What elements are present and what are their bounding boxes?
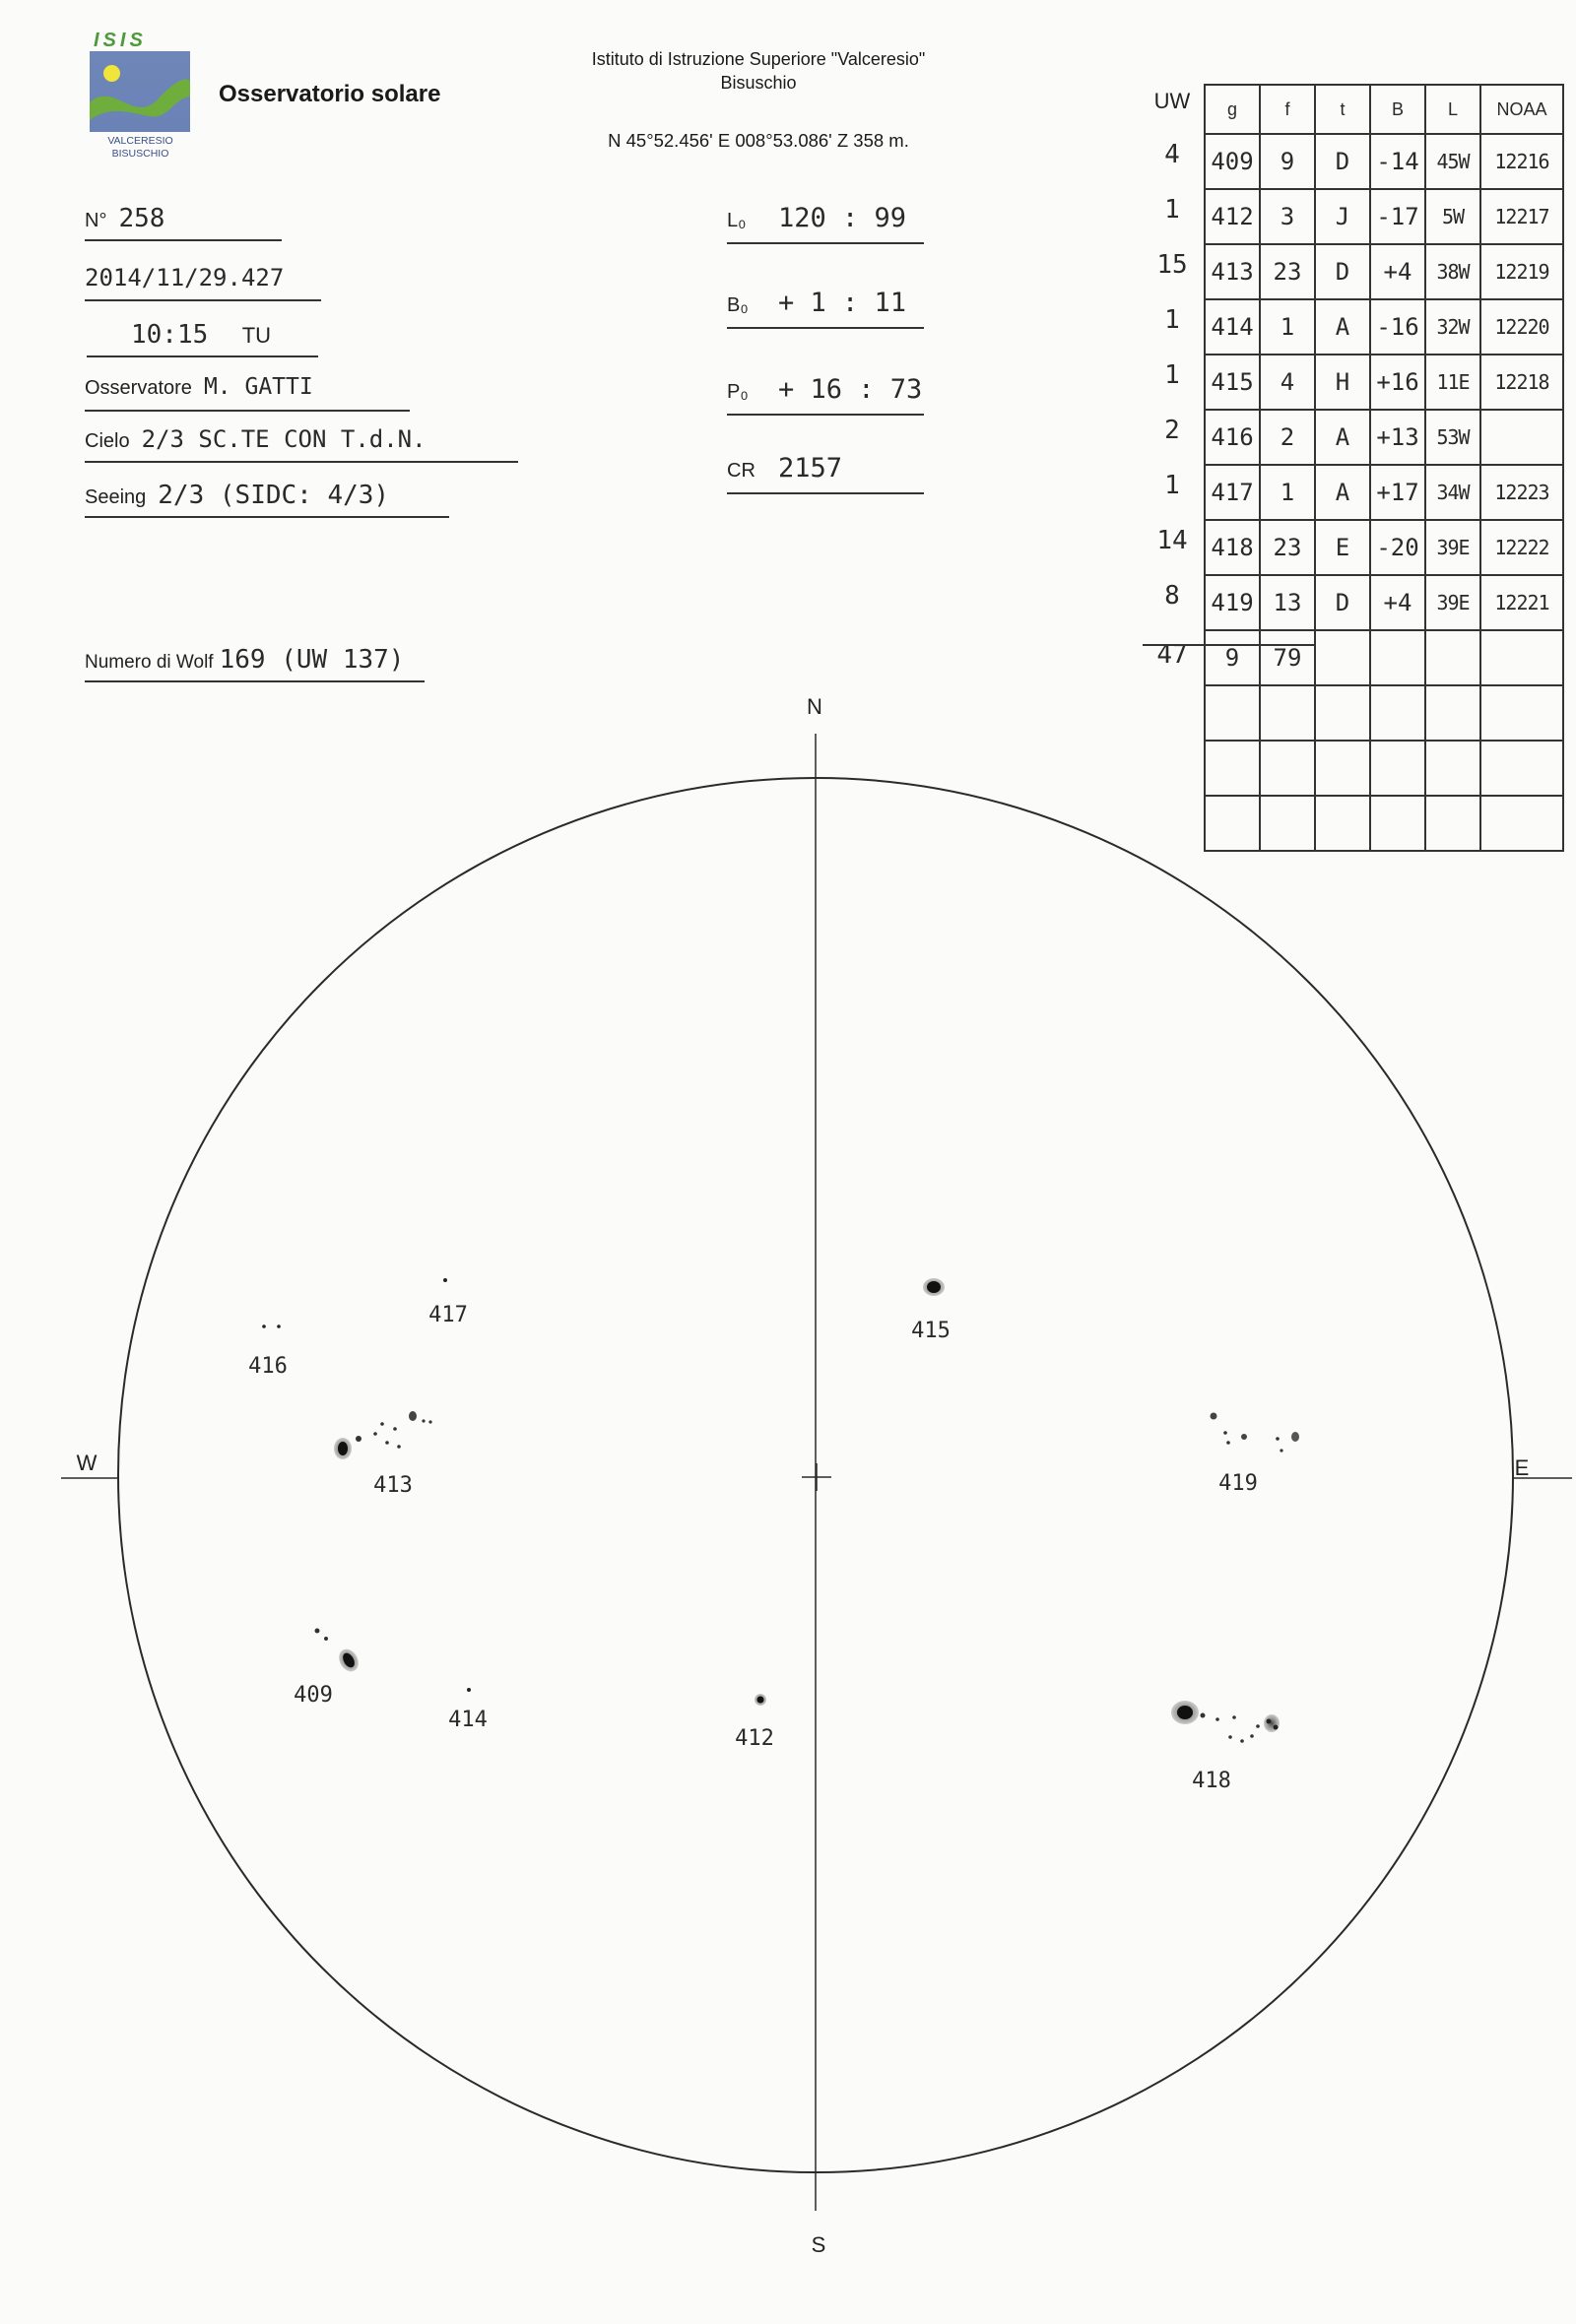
group-label-416: 416: [248, 1354, 288, 1379]
cell-l: 32W: [1425, 299, 1480, 355]
b0-label: B₀: [727, 294, 749, 316]
sunspot: [443, 1278, 447, 1282]
cell-l: 39E: [1425, 575, 1480, 630]
cell-t: A: [1315, 299, 1370, 355]
cell-noaa: 12218: [1480, 355, 1563, 410]
cell-l: 45W: [1425, 134, 1480, 189]
cell-t: J: [1315, 189, 1370, 244]
sunspot: [1211, 1413, 1217, 1420]
cell-b: +13: [1370, 410, 1425, 465]
uw-cell: 14: [1156, 526, 1188, 555]
sunspot-umbra: [338, 1442, 348, 1455]
cell-l: 5W: [1425, 189, 1480, 244]
cell-b: +4: [1370, 575, 1425, 630]
p0-label: P₀: [727, 381, 749, 403]
sunspot: [277, 1324, 281, 1328]
observatory-title: Osservatorio solare: [219, 81, 441, 107]
uw-total: 47: [1156, 640, 1188, 670]
total-g: 9: [1205, 630, 1260, 685]
cell-g: 418: [1205, 520, 1260, 575]
sunspot: [467, 1688, 471, 1692]
group-label-412: 412: [735, 1726, 774, 1751]
logo-text-bisuschio: BISUSCHIO: [111, 148, 169, 160]
institute-line-2: Bisuschio: [720, 73, 797, 93]
cell-noaa: 12217: [1480, 189, 1563, 244]
observer-label: Osservatore: [85, 377, 192, 399]
sunspot-group-409: [294, 1629, 362, 1709]
sky-value: 2/3 SC.TE CON T.d.N.: [141, 425, 427, 453]
col-header-noaa: NOAA: [1480, 85, 1563, 134]
sunspot: [1201, 1713, 1206, 1718]
seeing-label: Seeing: [85, 486, 147, 508]
cell-noaa: 12220: [1480, 299, 1563, 355]
sunspot-group-419: [1211, 1413, 1300, 1497]
sunspot: [356, 1436, 361, 1442]
cell-l: 34W: [1425, 465, 1480, 520]
sunspot: [1228, 1735, 1232, 1739]
cell-b: -14: [1370, 134, 1425, 189]
east-label: E: [1514, 1455, 1530, 1480]
sunspot-umbra: [1274, 1725, 1279, 1730]
cell-t: A: [1315, 465, 1370, 520]
sunspot-group-413: [334, 1411, 432, 1498]
cell-t: D: [1315, 575, 1370, 630]
cell-noaa: 12221: [1480, 575, 1563, 630]
cell-b: -16: [1370, 299, 1425, 355]
total-f: 79: [1260, 630, 1315, 685]
sunspot: [422, 1419, 425, 1422]
cell-f: 23: [1260, 244, 1315, 299]
uw-cell: 1: [1164, 305, 1180, 335]
cell-t: H: [1315, 355, 1370, 410]
cell-noaa: 12216: [1480, 134, 1563, 189]
date-value: 2014/11/29.427: [85, 264, 285, 291]
b0-value: + 1 : 11: [778, 288, 907, 318]
sunspot: [1240, 1739, 1244, 1743]
observer-value: M. GATTI: [203, 374, 313, 400]
cr-label: CR: [727, 460, 755, 482]
cell-b: -17: [1370, 189, 1425, 244]
sunspot: [1241, 1434, 1247, 1440]
cell-g: 415: [1205, 355, 1260, 410]
wolf-number-value: 169 (UW 137): [219, 645, 405, 675]
cell-f: 4: [1260, 355, 1315, 410]
observatory-coordinates: N 45°52.456' E 008°53.086' Z 358 m.: [608, 130, 909, 151]
cell-noaa: 12219: [1480, 244, 1563, 299]
time-value: 10:15: [131, 320, 209, 350]
sunspot-group-412: [735, 1694, 774, 1751]
cell-f: 23: [1260, 520, 1315, 575]
cell-g: 417: [1205, 465, 1260, 520]
sunspot: [1291, 1432, 1299, 1442]
cell-f: 2: [1260, 410, 1315, 465]
cell-t: D: [1315, 244, 1370, 299]
uw-header: UW: [1153, 89, 1191, 113]
sky-label: Cielo: [85, 430, 130, 452]
sunspot-group-414: [448, 1688, 488, 1732]
group-label-419: 419: [1218, 1471, 1258, 1496]
uw-cell: 8: [1164, 581, 1180, 611]
cell-b: -20: [1370, 520, 1425, 575]
sunspot: [1232, 1715, 1236, 1719]
sunspot: [393, 1427, 397, 1431]
institute-line-1: Istituto di Istruzione Superiore "Valceresio": [591, 49, 926, 69]
cell-f: 9: [1260, 134, 1315, 189]
sunspot: [1276, 1437, 1280, 1441]
cell-g: 412: [1205, 189, 1260, 244]
south-label: S: [811, 2232, 826, 2257]
cell-b: +4: [1370, 244, 1425, 299]
report-number-label: N°: [85, 210, 107, 231]
col-header-b: B: [1370, 85, 1425, 134]
sunspot: [1256, 1724, 1260, 1728]
sunspot: [385, 1441, 389, 1445]
l0-value: 120 : 99: [778, 203, 907, 233]
cell-noaa: 12222: [1480, 520, 1563, 575]
cell-b: +16: [1370, 355, 1425, 410]
group-label-409: 409: [294, 1683, 333, 1708]
group-label-414: 414: [448, 1708, 488, 1732]
sunspot-umbra: [1267, 1719, 1272, 1724]
cr-value: 2157: [778, 453, 843, 484]
logo-mark: ISIS: [94, 30, 147, 51]
sunspot-group-415: [911, 1278, 951, 1343]
sunspot: [428, 1420, 431, 1423]
sunspot: [397, 1445, 401, 1449]
cell-g: 419: [1205, 575, 1260, 630]
north-label: N: [807, 694, 822, 719]
logo-text-valceresio: VALCERESIO: [107, 135, 173, 147]
sunspot-group-418: [1171, 1701, 1280, 1793]
cell-l: 38W: [1425, 244, 1480, 299]
report-number-value: 258: [118, 204, 165, 233]
wolf-number-label: Numero di Wolf: [85, 652, 214, 673]
uw-cell: 2: [1164, 416, 1180, 445]
cell-l: 39E: [1425, 520, 1480, 575]
uw-cell: 1: [1164, 195, 1180, 225]
cell-f: 3: [1260, 189, 1315, 244]
seeing-value: 2/3 (SIDC: 4/3): [158, 481, 390, 510]
cell-g: 409: [1205, 134, 1260, 189]
uw-cell: 1: [1164, 360, 1180, 390]
sunspot-group-416: [248, 1324, 288, 1379]
sunspot: [1264, 1714, 1280, 1732]
cell-t: A: [1315, 410, 1370, 465]
sunspot: [315, 1629, 320, 1634]
l0-label: L₀: [727, 210, 747, 231]
sunspot: [262, 1324, 266, 1328]
sunspot-umbra: [1177, 1706, 1193, 1719]
uw-cell: 1: [1164, 471, 1180, 500]
cell-g: 414: [1205, 299, 1260, 355]
cell-f: 1: [1260, 465, 1315, 520]
p0-value: + 16 : 73: [778, 374, 923, 405]
cell-b: +17: [1370, 465, 1425, 520]
sunspot: [1280, 1449, 1282, 1452]
sunspot: [1223, 1431, 1227, 1435]
col-header-t: t: [1315, 85, 1370, 134]
group-label-417: 417: [428, 1303, 468, 1327]
uw-cell: 15: [1156, 250, 1188, 280]
sunspot-group-417: [428, 1278, 468, 1327]
cell-l: 53W: [1425, 410, 1480, 465]
cell-l: 11E: [1425, 355, 1480, 410]
time-unit: TU: [241, 323, 272, 348]
group-label-418: 418: [1192, 1769, 1231, 1793]
cell-g: 413: [1205, 244, 1260, 299]
col-header-l: L: [1425, 85, 1480, 134]
group-label-413: 413: [373, 1473, 413, 1498]
cell-f: 13: [1260, 575, 1315, 630]
col-header-g: g: [1205, 85, 1260, 134]
cell-f: 1: [1260, 299, 1315, 355]
sunspot: [373, 1432, 377, 1436]
cell-g: 416: [1205, 410, 1260, 465]
sunspot-umbra: [757, 1697, 764, 1704]
uw-cell: 4: [1164, 140, 1180, 169]
col-header-f: f: [1260, 85, 1315, 134]
sunspot-umbra: [927, 1281, 941, 1293]
sunspot: [409, 1411, 417, 1421]
sunspot: [1215, 1717, 1219, 1721]
sunspot: [380, 1422, 384, 1426]
sunspot: [1250, 1734, 1254, 1738]
cell-t: D: [1315, 134, 1370, 189]
cell-t: E: [1315, 520, 1370, 575]
sunspot: [324, 1637, 328, 1641]
group-label-415: 415: [911, 1319, 951, 1343]
west-label: W: [76, 1451, 98, 1475]
sunspot: [1226, 1441, 1230, 1445]
cell-noaa: 12223: [1480, 465, 1563, 520]
